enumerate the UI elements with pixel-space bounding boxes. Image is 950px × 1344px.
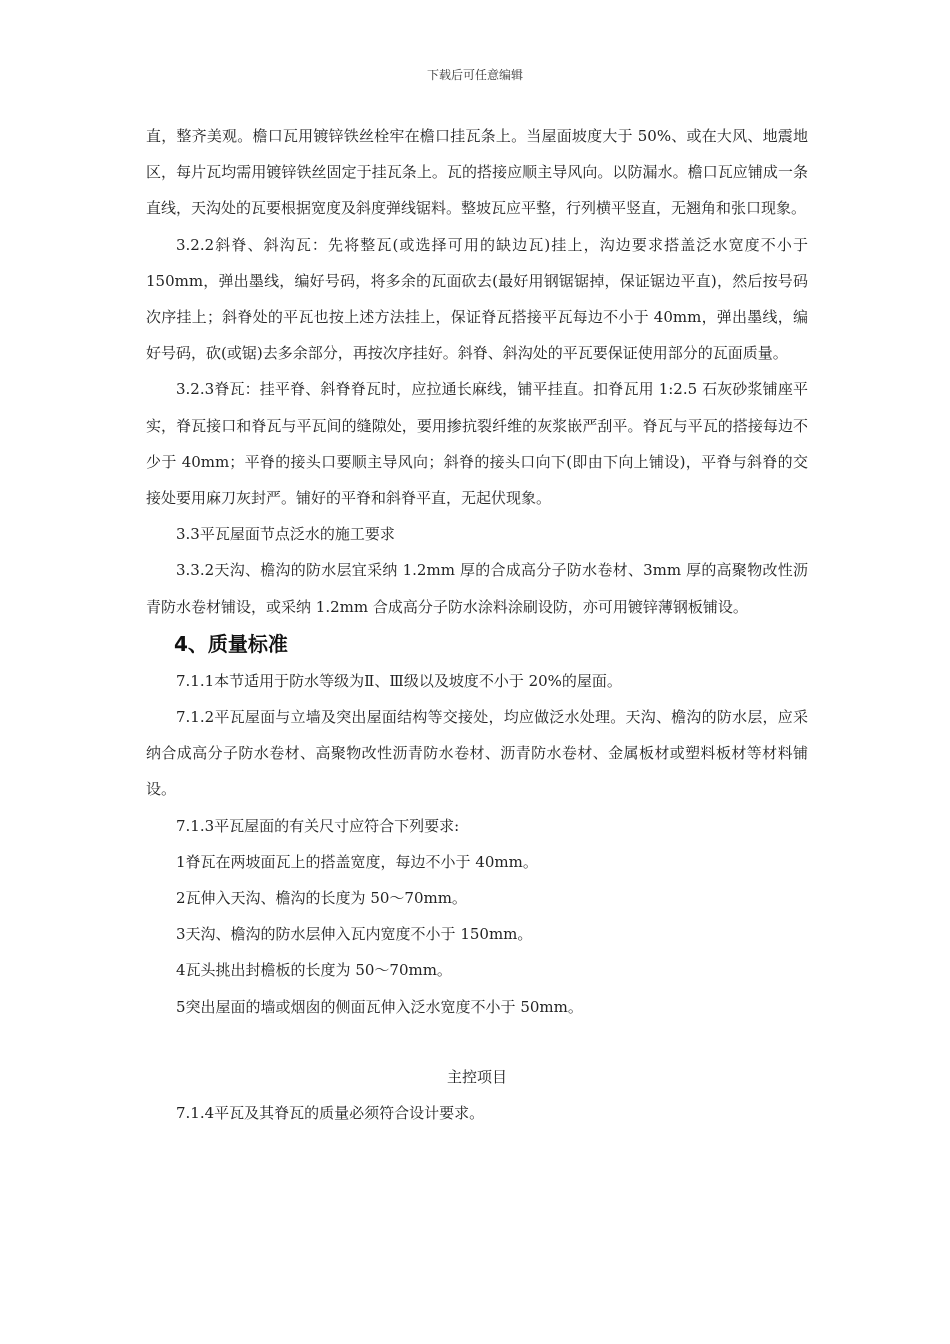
paragraph: 直，整齐美观。檐口瓦用镀锌铁丝栓牢在檐口挂瓦条上。当屋面坡度大于 50%、或在大风、地震地区，每片瓦均需用镀锌铁丝固定于挂瓦条上。瓦的搭接应顺主导风向。以防漏水。檐口瓦应铺成一条直线，天沟处的瓦要根据宽度及斜度弹线锯料。整坡瓦应平整，行列横平竖直，无翘角和张口现象。 — [146, 127, 808, 218]
paragraph: 3.2.2斜脊、斜沟瓦：先将整瓦(或选择可用的缺边瓦)挂上，沟边要求搭盖泛水宽度不小于 150mm，弹出墨线，编好号码，将多余的瓦面砍去(最好用钢锯锯掉，保证锯边平直)，然后按号码次序挂上；斜脊处的平瓦也按上述方法挂上，保证脊瓦搭接平瓦每边不小于 40mm，弹出墨线，编好号码，砍(或锯)去多余部分，再按次序挂好。斜脊、斜沟处的平瓦要保证使用部分的瓦面质量。 — [146, 235, 808, 363]
list-item: 1脊瓦在两坡面瓦上的搭盖宽度，每边不小于 40mm。 — [176, 852, 538, 871]
page-header: 下载后可任意编辑 — [426, 68, 523, 82]
subsection-heading: 主控项目 — [446, 1067, 507, 1086]
list-item: 4瓦头挑出封檐板的长度为 50～70mm。 — [176, 961, 452, 980]
paragraph: 3.2.3脊瓦：挂平脊、斜脊脊瓦时，应拉通长麻线，铺平挂直。扣脊瓦用 1:2.5 石灰砂浆铺座平实，脊瓦接口和脊瓦与平瓦间的缝隙处，要用掺抗裂纤维的灰浆嵌严刮平。脊瓦与平瓦的搭接每边不少于 40mm；平脊的接头口要顺主导风向；斜脊的接头口向下(即由下向上铺设)，平脊与斜脊的交接处要用麻刀灰封严。铺好的平脊和斜脊平直，无起伏现象。 — [146, 380, 808, 508]
paragraph: 3.3平瓦屋面节点泛水的施工要求 — [176, 525, 395, 544]
list-item: 2瓦伸入天沟、檐沟的长度为 50～70mm。 — [176, 889, 467, 908]
paragraph: 7.1.3平瓦屋面的有关尺寸应符合下列要求: — [176, 816, 460, 835]
paragraph: 3.3.2天沟、檐沟的防水层宜采纳 1.2mm 厚的合成高分子防水卷材、3mm 厚的高聚物改性沥青防水卷材铺设，或采纳 1.2mm 合成高分子防水涂料涂刷设防，亦可用镀锌薄钢板铺设。 — [146, 561, 808, 616]
list-item: 3天沟、檐沟的防水层伸入瓦内宽度不小于 150mm。 — [176, 925, 533, 944]
document-body — [146, 118, 808, 1131]
section-heading: 4、质量标准 — [174, 631, 288, 656]
list-item: 5突出屋面的墙或烟囱的侧面瓦伸入泛水宽度不小于 50mm。 — [176, 997, 583, 1016]
paragraph: 7.1.4平瓦及其脊瓦的质量必须符合设计要求。 — [176, 1104, 485, 1123]
paragraph: 7.1.2平瓦屋面与立墙及突出屋面结构等交接处，均应做泛水处理。天沟、檐沟的防水层，应采纳合成高分子防水卷材、高聚物改性沥青防水卷材、沥青防水卷材、金属板材或塑料板材等材料铺设。 — [146, 708, 808, 799]
paragraph: 7.1.1本节适用于防水等级为Ⅱ、Ⅲ级以及坡度不小于 20%的屋面。 — [176, 671, 622, 690]
